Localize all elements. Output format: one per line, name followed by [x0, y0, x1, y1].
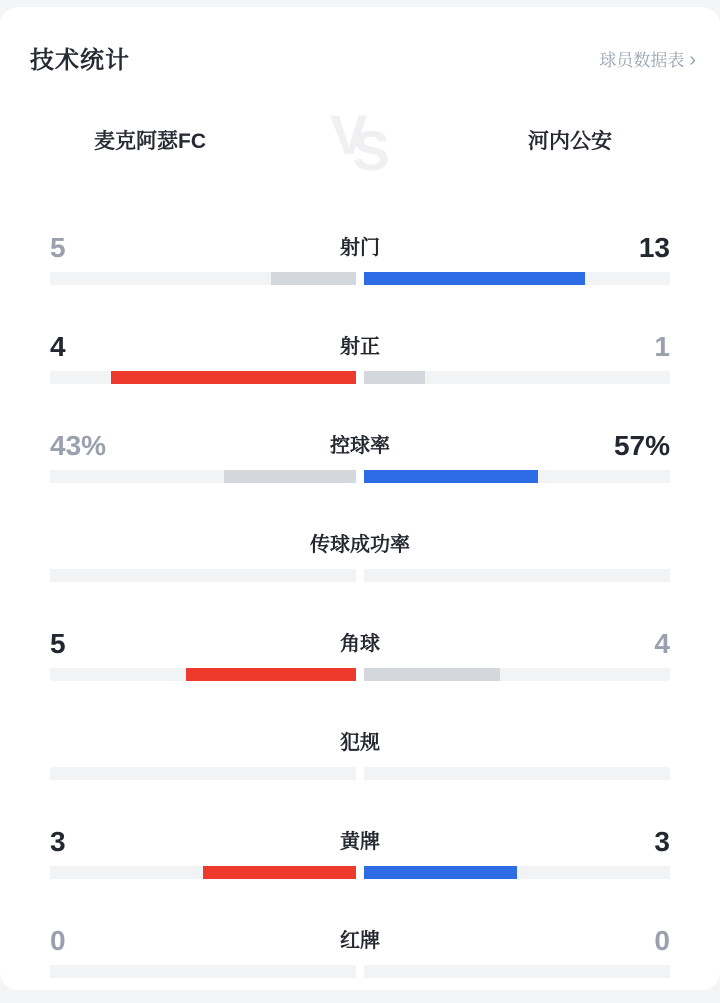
stat-label: 犯规 [340, 732, 380, 754]
player-data-table-link[interactable] [599, 47, 696, 75]
home-value: 0 [50, 925, 66, 956]
home-team-name: 麦克阿瑟FC [94, 130, 206, 153]
bar-fill-home [111, 371, 356, 384]
stat-bar [50, 866, 670, 879]
bar-track-away [364, 965, 670, 978]
stat-label: 射正 [340, 336, 380, 358]
bar-track-away [364, 272, 670, 285]
away-team-name: 河内公安 [528, 130, 612, 153]
bar-track-away [364, 866, 670, 879]
stat-row [50, 331, 670, 384]
home-value: 43% [50, 430, 107, 461]
stat-row [50, 628, 670, 681]
stat-bar [50, 965, 670, 978]
bar-track-home [50, 569, 356, 582]
stat-bar [50, 668, 670, 681]
stat-bar [50, 470, 670, 483]
away-value: 4 [654, 628, 670, 659]
stats-list [0, 232, 720, 978]
stat-label: 传球成功率 [310, 534, 410, 556]
vs-letter-v: V [330, 103, 368, 166]
stat-bar [50, 371, 670, 384]
stat-label: 射门 [340, 237, 380, 259]
bar-track-home [50, 767, 356, 780]
stat-label: 控球率 [330, 435, 390, 457]
stats-card [0, 7, 720, 990]
vs-letter-s: S [352, 119, 390, 182]
away-value: 57% [613, 430, 670, 461]
stat-label: 黄牌 [340, 831, 380, 853]
stat-row [50, 232, 670, 285]
bar-track-home [50, 470, 356, 483]
bar-fill-away [364, 668, 500, 681]
page-title: 技术统计 [30, 47, 130, 74]
bar-track-away [364, 470, 670, 483]
bar-track-away [364, 569, 670, 582]
home-value: 3 [50, 826, 66, 857]
stat-row [50, 529, 670, 582]
bar-track-home [50, 965, 356, 978]
away-value: 0 [654, 925, 670, 956]
stat-label: 红牌 [340, 930, 380, 952]
player-data-table-link-label: 球员数据表 [599, 51, 685, 70]
stat-row [50, 727, 670, 780]
bar-fill-home [186, 668, 356, 681]
bar-fill-home [224, 470, 356, 483]
home-value: 4 [50, 331, 66, 362]
bar-track-home [50, 272, 356, 285]
stat-row [50, 430, 670, 483]
stat-label: 角球 [340, 633, 380, 655]
away-value: 1 [654, 331, 670, 362]
bar-fill-away [364, 866, 517, 879]
bar-fill-home [271, 272, 356, 285]
chevron-right-icon: › [689, 49, 696, 71]
stat-row [50, 826, 670, 879]
bar-fill-away [364, 371, 425, 384]
stat-bar [50, 767, 670, 780]
stat-bar [50, 569, 670, 582]
stat-row [50, 925, 670, 978]
bar-track-away [364, 371, 670, 384]
bar-track-away [364, 767, 670, 780]
vs-watermark [330, 103, 390, 182]
away-value: 3 [654, 826, 670, 857]
bar-track-home [50, 866, 356, 879]
header [0, 7, 720, 75]
home-value: 5 [50, 628, 66, 659]
home-value: 5 [50, 232, 66, 263]
bar-fill-away [364, 272, 585, 285]
away-value: 13 [638, 232, 670, 263]
stat-bar [50, 272, 670, 285]
bar-track-home [50, 371, 356, 384]
bar-track-away [364, 668, 670, 681]
bar-fill-home [203, 866, 356, 879]
teams-row [0, 103, 720, 182]
bar-fill-away [364, 470, 538, 483]
bar-track-home [50, 668, 356, 681]
